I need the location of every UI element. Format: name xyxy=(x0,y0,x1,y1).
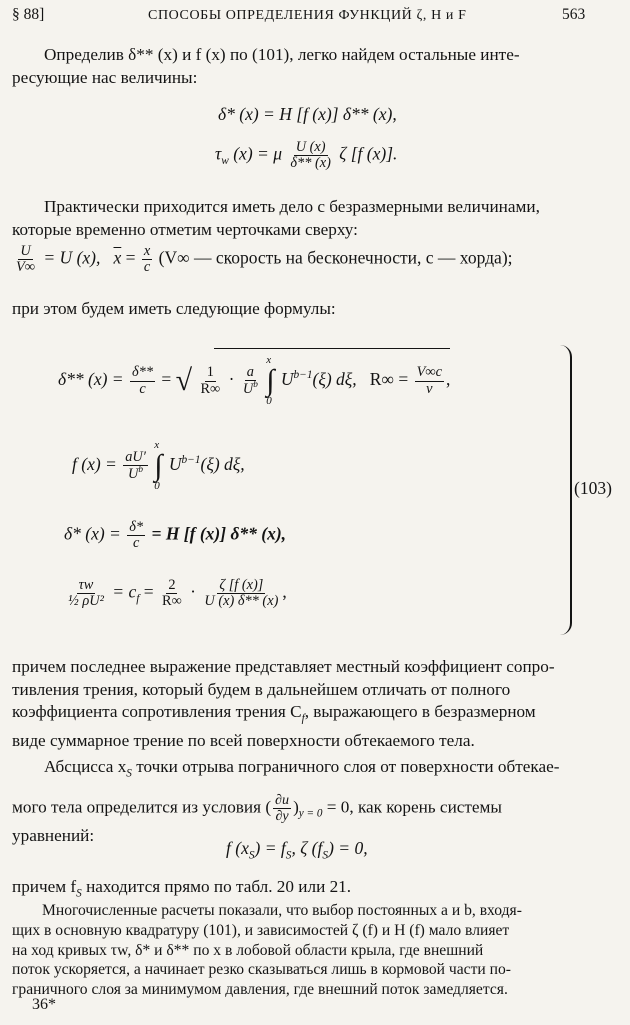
math-subscript: y = 0 xyxy=(298,807,323,820)
paragraph-friction-coefficient xyxy=(12,656,618,752)
integral-lower-limit: 0 xyxy=(154,480,160,492)
math-subscript: f xyxy=(301,712,305,725)
fraction-numerator: U xyxy=(20,243,31,259)
fraction-numerator: δ* xyxy=(129,519,144,535)
math-text: f (x xyxy=(226,838,249,858)
math-text: (ξ) dξ, xyxy=(312,369,357,390)
paragraph-intro xyxy=(12,44,618,89)
integral-sign: ∫ xyxy=(154,449,163,482)
text-line: Многочисленные расчеты показали, что выбор постоянных a и b, входя- xyxy=(42,902,522,919)
fraction xyxy=(66,578,106,609)
math-text: = xyxy=(125,247,136,268)
fraction-denominator: ∂y xyxy=(275,807,289,824)
math-text: ) = f xyxy=(254,838,286,858)
fraction-denominator: U (x) δ** (x) xyxy=(204,593,279,610)
system-row-2 xyxy=(72,440,245,492)
fraction-denominator: V∞ xyxy=(16,259,35,276)
math-text: , xyxy=(445,369,451,390)
math-text: ) = 0, xyxy=(328,838,368,858)
fraction xyxy=(142,244,152,275)
math-text: U xyxy=(168,454,182,475)
fraction xyxy=(198,365,222,396)
text-line xyxy=(12,701,618,730)
equation-delta-star: δ* (x) = H [f (x)] δ** (x), xyxy=(218,104,397,124)
math-text: U xyxy=(280,369,294,390)
integral-sign: ∫ xyxy=(266,364,275,397)
text-line: тивления трения, который будем в дальнейшем отличать от полного xyxy=(12,679,511,699)
math-superscript: b−1 xyxy=(293,369,313,382)
math-text: δ* (x) = xyxy=(64,523,121,544)
text-segment: мого тела определится из условия xyxy=(12,797,262,817)
fraction-numerator: τw xyxy=(78,577,94,593)
fraction-numerator: ∂u xyxy=(275,791,290,808)
math-text: = c xyxy=(112,581,137,602)
fraction xyxy=(202,578,280,609)
math-text: (x) = μ xyxy=(233,143,282,164)
text-line: при этом будем иметь следующие формулы: xyxy=(12,299,336,318)
fraction xyxy=(127,520,145,551)
fraction-denominator: c xyxy=(132,535,140,552)
system-row-3 xyxy=(64,520,286,551)
math-text: = xyxy=(143,581,154,602)
math-text: = xyxy=(161,369,172,390)
math-symbol: $\overline{x}$ xyxy=(113,247,122,268)
text-segment: коэффициента сопротивления трения C xyxy=(12,702,302,721)
text-line: которые временно отметим черточками сверху: xyxy=(12,219,358,239)
fraction-numerator: 1 xyxy=(206,364,214,381)
integral-upper-limit: x xyxy=(266,354,272,366)
math-subscript: S xyxy=(76,887,82,900)
math-subscript: S xyxy=(248,849,255,862)
integral-lower-limit: 0 xyxy=(266,395,272,407)
math-text: = H [f (x)] δ** (x), xyxy=(151,523,287,544)
math-text: ζ [f (x)]. xyxy=(339,143,398,164)
text-line: причем последнее выражение представляет местный коэффициент сопро- xyxy=(12,657,555,676)
math-text: (ξ) dξ, xyxy=(200,454,245,475)
text-line: Определив δ** (x) и f (x) по (101), легко найдем остальные инте- xyxy=(44,45,520,64)
fraction-denominator: R∞ xyxy=(162,593,182,610)
fraction-numerator: ζ [f (x)] xyxy=(219,577,264,593)
fraction-denominator: R∞ xyxy=(200,380,221,397)
page-number: 563 xyxy=(562,6,586,23)
fraction-denominator: U xyxy=(128,465,139,482)
fraction xyxy=(415,365,444,396)
text-segment: , выражающего в безразмерном xyxy=(304,702,536,721)
math-text: (V∞ — скорость на бесконечности, c — хорда); xyxy=(158,247,513,268)
math-subscript: w xyxy=(221,155,229,168)
fraction-denominator: ν xyxy=(426,380,433,397)
equation-number-103: (103) xyxy=(574,478,612,498)
section-number: § 88] xyxy=(12,6,45,23)
text-line: поток ускоряется, а начинает резко сказываться лишь в кормовой части по- xyxy=(12,961,511,979)
text-line: на ход кривых τw, δ* и δ** по x в лобовой области крыла, где внешний xyxy=(12,941,484,959)
math-subscript: S xyxy=(126,767,132,780)
math-subscript: S xyxy=(322,849,329,862)
text-line: мого тела определится из условия ( $\frac{\partial u}{\partial y}$ )$_{y = 0} = 0$, как корень системы xyxy=(12,791,502,824)
fraction-numerator: 2 xyxy=(168,577,176,593)
equation-separation-system xyxy=(226,838,368,862)
math-text: · xyxy=(190,581,196,602)
fraction-numerator: V∞c xyxy=(416,364,442,381)
paragraph-dimensionless xyxy=(12,196,618,241)
paragraph-separation-point xyxy=(12,756,618,848)
integral-limits xyxy=(154,440,162,492)
fraction-numerator: x xyxy=(143,243,151,259)
fraction xyxy=(273,793,291,824)
radical-bar xyxy=(214,348,450,349)
text-line xyxy=(12,756,618,785)
math-text: = U (x), xyxy=(43,247,101,268)
fraction-denominator: U xyxy=(242,380,254,397)
running-title: СПОСОБЫ ОПРЕДЕЛЕНИЯ ФУНКЦИЙ ζ, H и F xyxy=(148,8,467,23)
fraction-denominator: ½ ρU² xyxy=(68,593,104,610)
math-text: , ζ (f xyxy=(291,838,323,858)
text-line: уравнений: xyxy=(12,826,95,846)
fraction-numerator: aU′ xyxy=(125,449,146,466)
text-segment: Абсцисса x xyxy=(44,757,127,776)
math-superscript: b xyxy=(253,380,258,391)
text-segment: точки отрыва пограничного слоя от поверхности обтекае- xyxy=(131,757,560,776)
text-line: Практически приходится иметь дело с безразмерными величинами, xyxy=(44,197,540,216)
math-text: f (x) = xyxy=(72,454,117,475)
math-text: · xyxy=(228,369,235,390)
text-line: виде суммарное трение по всей поверхности обтекаемого тела. xyxy=(12,730,475,750)
fraction xyxy=(123,450,148,482)
math-superscript: b xyxy=(138,465,144,476)
text-segment: = 0, как корень системы xyxy=(326,797,502,817)
equation-tau-w xyxy=(215,140,397,171)
text-line: ресующие нас величины: xyxy=(12,67,198,87)
fraction-numerator: a xyxy=(246,364,254,381)
fraction-denominator: c xyxy=(139,380,146,397)
fraction xyxy=(14,244,37,275)
text-line: граничного слоя за минимумом давления, где внешний поток замедляется. xyxy=(12,981,508,999)
fraction xyxy=(130,365,155,396)
fraction xyxy=(241,365,260,397)
sqrt-sign: √ xyxy=(175,364,193,397)
integral-limits xyxy=(266,355,274,407)
fraction-denominator: δ** (x) xyxy=(290,155,331,172)
text-line: щих в основную квадратуру (101), и зависимостей ζ (f) и H (f) мало влияет xyxy=(12,921,510,939)
fraction-numerator: U (x) xyxy=(295,139,326,155)
math-superscript: b−1 xyxy=(181,454,201,467)
system-brace xyxy=(560,345,572,635)
math-symbol: τ xyxy=(215,143,222,164)
fraction-numerator: δ** xyxy=(132,364,154,381)
paragraph-calculations-note xyxy=(12,901,618,1000)
system-row-4 xyxy=(64,578,287,609)
math-subscript: S xyxy=(285,849,292,862)
fraction xyxy=(288,140,333,171)
signature-mark: 36* xyxy=(32,996,56,1013)
paragraph-formulas-intro xyxy=(12,298,618,321)
fraction-denominator: c xyxy=(143,259,151,276)
text-segment: находится прямо по табл. 20 или 21. xyxy=(81,877,352,896)
math-subscript: f xyxy=(136,593,140,606)
equation-dimensionless-defs xyxy=(12,244,513,275)
system-row-1 xyxy=(58,355,450,407)
math-text: R∞ = xyxy=(369,369,409,390)
integral-upper-limit: x xyxy=(154,439,160,451)
fraction xyxy=(160,578,184,609)
math-text: δ** (x) = xyxy=(58,369,124,390)
math-text: , xyxy=(282,581,287,602)
text-segment: причем f xyxy=(12,877,77,896)
